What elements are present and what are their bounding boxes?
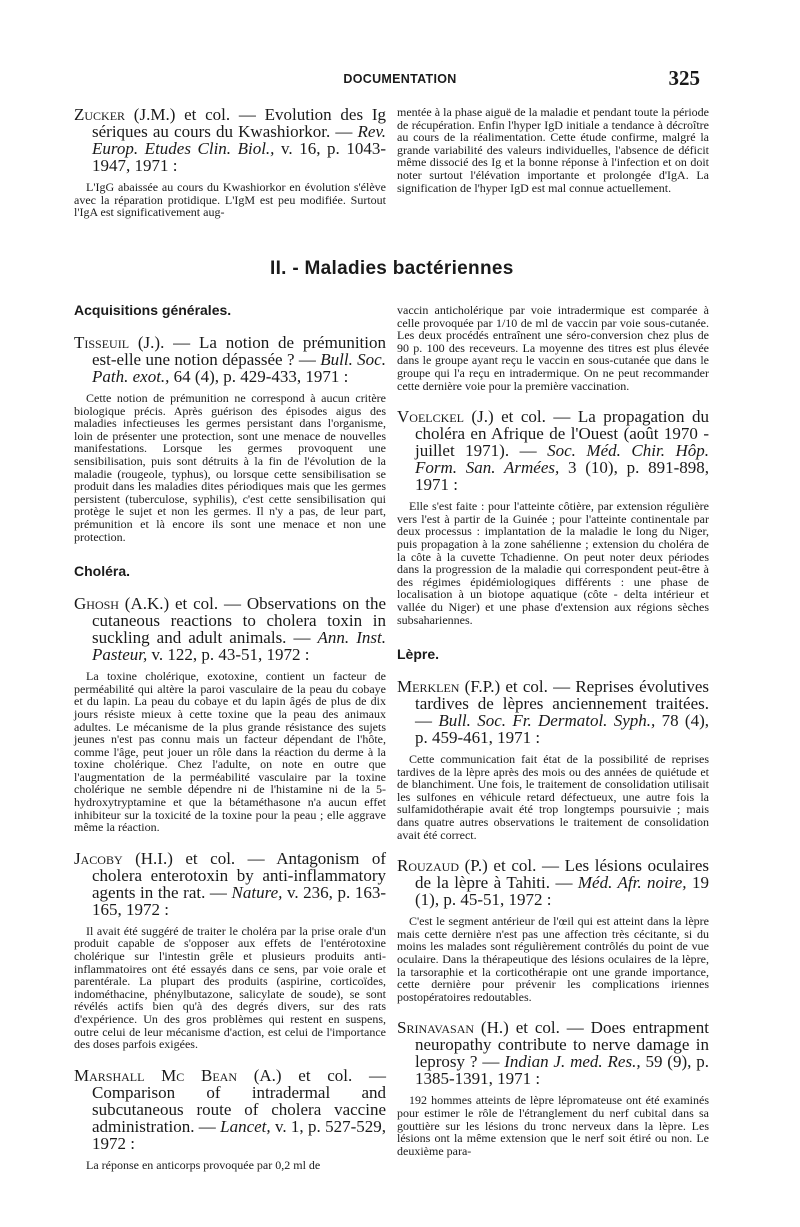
bibliography-entry [397, 678, 709, 841]
bibliography-entry [74, 106, 386, 219]
entry-title: (A.K.) et col. — Observations on the cutaneous reactions to cholera toxin in suckling and adult animals. — [92, 594, 386, 648]
entry-citation [74, 850, 386, 918]
bibliography-entry [74, 334, 386, 543]
entry-title: (J.). — La notion de prémunition est-elle une notion dépassée ? — [92, 333, 386, 369]
entry-citation [397, 408, 709, 493]
bibliography-entry [397, 1019, 709, 1157]
bibliography-entry [74, 850, 386, 1051]
entry-author: Tisseuil [74, 333, 130, 352]
entry-title: (A.) et col. — Comparison of intradermal and subcutaneous route of cholera vaccine administration. — [92, 1065, 386, 1136]
entry-author: Merklen [397, 677, 460, 697]
entry-citation [397, 678, 709, 746]
top-right-column [397, 106, 709, 210]
bibliography-entry [397, 857, 709, 1003]
right-column [397, 304, 709, 1173]
entry-abstract: 192 hommes atteints de lèpre lépromateuse ont été examinés pour estimer le rôle de l'étranglement du nerf cubital dans sa gouttière sur les lésions du tronc nerveux dans la lèpre. Les lésions ont la même extension que le nerf soit étiré ou non. Le deuxième para- [397, 1093, 709, 1158]
entry-abstract: C'est le segment antérieur de l'œil qui est atteint dans la lèpre mais cette dernière n'est pas une affection très cécitante, si du moins les malades sont régulièrement contrôlés du point de vue oculaire. Dans la thérapeutique des lésions oculaires de la lèpre, la tarsoraphie et la corticothérapie ont une grande importance, cette dernière pour prévenir les complications iriennes postopératoires redoutables. [397, 914, 709, 1004]
entry-abstract: Elle s'est faite : pour l'atteinte côtière, par extension régulière vers l'est à partir de la Guinée ; pour l'atteinte continentale par deux processus : implantation de la maladie le long du Niger, puis propagation à la zone sahélienne ; extension du choléra de la côte à la cuvette Tchadienne. On peut noter deux périodes dans la progression de la maladie qui correspondent peut-être à des régimes épidémiologiques différents : une phase de localisation à un biotope aquatique (côte - delta intérieur et vallée du Niger) et une phase d'extension aux régions sèches subsahariennes. [397, 499, 709, 627]
entry-abstract: Cette notion de prémunition ne correspond à aucun critère biologique précis. Après guérison des épisodes aigus des maladies infectieuses les germes persistant dans l'organisme, loin de présenter une protection, sont une menace de nouvelles manifestations. Lorsque les germes provoquent une sensibilisation, puis sont détruits à la fin de l'évolution de la maladie (rougeole, typhus), ou lorsque cette sensibilisation se produit dans les maladies dites périodiques mais que les germes persistent (tuberculose, syphilis), c'est cette sensibilisation qui protège le sujet et non les germes. Il n'y a pas, de leur part, prémunition et là encore ils sont une menace et non une protection. [74, 391, 386, 544]
entry-abstract: L'IgG abaissée au cours du Kwashiorkor en évolution s'élève avec la réparation protidique. L'IgM est peu modifiée. Surtout l'IgA est significativement aug- [74, 180, 386, 220]
entry-journal: Bull. Soc. Fr. Dermatol. Syph., [438, 711, 656, 731]
entry-journal: Soc. Méd. Chir. Hôp. Form. San. Armées, [415, 441, 709, 478]
entry-citation [397, 857, 709, 908]
entry-citation [74, 595, 386, 663]
entry-author: Srinavasan [397, 1018, 475, 1038]
entry-title: (F.P.) et col. — Reprises évolutives tardives de lèpres anciennement traitées. — [415, 677, 709, 731]
running-header: DOCUMENTATION [343, 72, 457, 86]
entry-reference: 78 (4), p. 459-461, 1971 : [415, 711, 710, 748]
entry-reference: v. 16, p. 1043-1947, 1971 : [92, 139, 386, 175]
bibliography-entry [397, 408, 709, 626]
entry-author: Zucker [74, 105, 126, 124]
entry-citation [397, 1019, 709, 1087]
left-column [74, 302, 386, 1187]
entry-journal: Rev. Europ. Etudes Clin. Biol., [92, 122, 386, 158]
entry-reference: v. 122, p. 43-51, 1972 : [147, 645, 310, 665]
entry-abstract: Cette communication fait état de la possibilité de reprises tardives de la lèpre après des mois ou des années de quiétude et de blanchiment. Une fois, le traitement de consolidation utilisait les sulfones en véhicule retard défectueux, une autre fois la sulfamidothérapie avait été trop longtemps poursuivie ; mais dans quatre autres observations le traitement de consolidation avait été correct. [397, 752, 709, 842]
entry-reference: 3 (10), p. 891-898, 1971 : [415, 458, 710, 495]
entry-citation [74, 106, 386, 174]
entry-citation [74, 334, 386, 385]
entry-citation [74, 1067, 386, 1152]
subheading: Choléra. [74, 563, 131, 580]
entry-author: Marshall Mc Bean [74, 1065, 237, 1085]
entry-reference: 19 (1), p. 45-51, 1972 : [415, 873, 709, 910]
entry-journal: Nature, [231, 882, 283, 902]
entry-reference: v. 1, p. 527-529, 1972 : [92, 1116, 386, 1153]
subheading: Lèpre. [397, 646, 440, 663]
entry-journal: Méd. Afr. noire, [577, 873, 687, 893]
entry-journal: Ann. Inst. Pasteur, [92, 628, 386, 665]
subheading: Acquisitions générales. [74, 302, 232, 318]
section-title: II. - Maladies bactériennes [270, 258, 514, 279]
bibliography-entry [74, 1067, 386, 1172]
bibliography-entry [74, 595, 386, 834]
entry-abstract: Il avait été suggéré de traiter le choléra par la prise orale d'un produit capable de s'opposer aux effets de l'entérotoxine cholérique sur l'intestin grêle et plusieurs produits anti-inflammatoires ont été essayés dans ce sens, par voie orale et parentérale. La plupart des produits (aspirine, corticoïdes, indométhacine, phénylbutazone, salicylate de soude), se sont révélés actifs bien qu'à des degrés divers, sur des rats d'expérience. Un des gros problèmes qui restent en suspens, outre celui de leur mécanisme d'action, est celui de l'importance des doses parfois exigées. [74, 923, 386, 1052]
entry-reference: v. 236, p. 163-165, 1972 : [92, 882, 386, 919]
entry-journal: Indian J. med. Res., [504, 1052, 641, 1072]
entry-author: Jacoby [74, 848, 123, 868]
entry-author: Rouzaud [397, 856, 459, 876]
entry-author: Voelckel [397, 407, 464, 427]
entry-abstract: La réponse en anticorps provoquée par 0,2 ml de [86, 1157, 321, 1172]
entry-title: (J.M.) et col. — Evolution des Ig sériques au cours du Kwashiorkor. — [92, 105, 386, 141]
entry-reference: 59 (9), p. 1385-1391, 1971 : [415, 1052, 709, 1089]
entry-title: (J.) et col. — La propagation du choléra en Afrique de l'Ouest (août 1970 - juillet 1971). — [415, 407, 709, 461]
entry-abstract: La toxine cholérique, exotoxine, contient un facteur de perméabilité qui altère la paroi vasculaire de la peau du cobaye et du lapin. La peau du cobaye et du lapin âgés de plus de dix jours résiste mieux à cette toxine que la peau des animaux adultes. Le mécanisme de la plus grande résistance des sujets jeunes n'est pas connu mais un facteur dépendant de l'hôte, comme l'âge, peut jouer un rôle dans la réaction du derme à la toxine cholérique. Chez l'adulte, on note en outre que l'augmentation de la perméabilité vasculaire par la toxine cholérique ne semble dépendre ni de l'histamine ni de la 5-hydroxytryptamine et que la bétaméthasone n'a aucun effet inhibiteur sur la toxicité de la toxine pour la peau ; elle aggrave même la réaction. [74, 669, 386, 835]
entry-title: (H.I.) et col. — Antagonism of cholera enterotoxin by anti-inflammatory agents in the rat. — [92, 848, 386, 902]
entry-title: (P.) et col. — Les lésions oculaires de la lèpre à Tahiti. — [415, 856, 709, 893]
entry-title: (H.) et col. — Does entrapment neuropathy contribute to nerve damage in leprosy ? — [415, 1018, 709, 1072]
entry-author: Ghosh [74, 594, 119, 614]
entry-journal: Bull. Soc. Path. exot., [92, 350, 386, 386]
page-number: 325 [668, 66, 700, 90]
abstract-continuation: mentée à la phase aiguë de la maladie et pendant toute la période de récupération. Enfin l'hyper IgD initiale a tendance à décroître au cours de la réalimentation. Cette étude confirme, malgré la grande variabilité des valeurs individuelles, l'absence de déficit même dissocié des Ig et la bonne réponse à l'infection et on doit noter surtout l'élévation importante et prolongée d'IgA. La signification de l'hyper IgD est mal connue actuellement. [397, 105, 709, 195]
entry-journal: Lancet, [220, 1116, 271, 1136]
abstract-continuation: vaccin anticholérique par voie intradermique est comparée à celle provoquée par 1/10 de ml de vaccin par voie sous-cutanée. Les deux procédés entraînent une séro-conversion chez plus de 90 p. 100 des receveurs. La moyenne des titres est plus élevée dans le groupe ayant reçu le vaccin en sous-cutanée que dans le groupe qui l'a reçu en intradermique. On ne peut recommander cette dernière voie pour la première vaccination. [397, 303, 709, 393]
entry-reference: 64 (4), p. 429-433, 1971 : [169, 367, 349, 386]
top-left-column [74, 106, 386, 235]
